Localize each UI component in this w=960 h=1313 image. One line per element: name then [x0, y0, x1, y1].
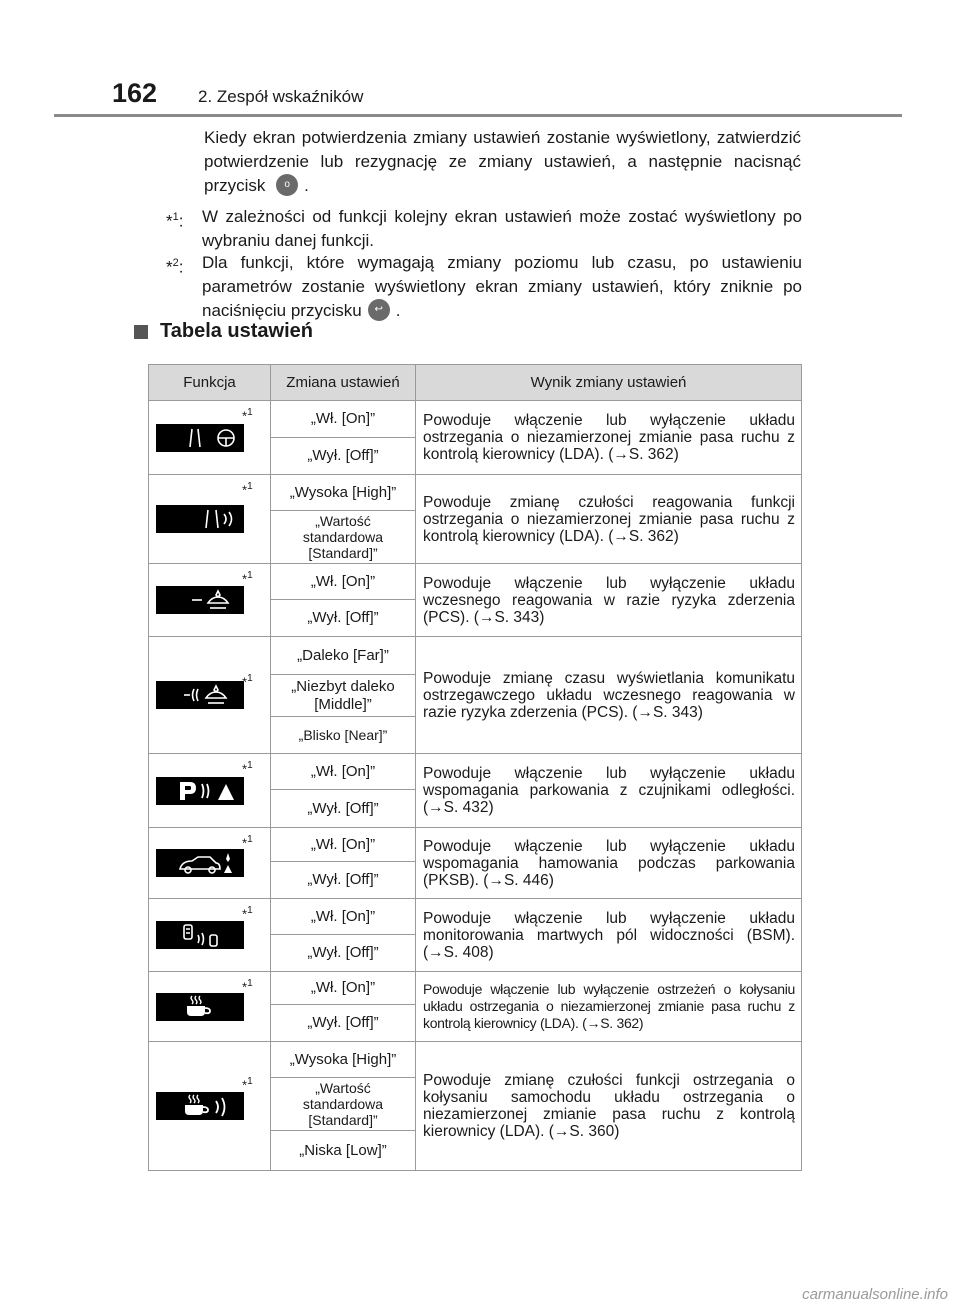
- setting-option: „Wł. [On]”: [271, 899, 416, 935]
- table-row: [149, 1042, 802, 1078]
- back-button-icon: ↩: [368, 299, 390, 321]
- setting-option: „Niezbyt daleko [Middle]”: [271, 675, 416, 717]
- footnote-ref: *$^1$: [242, 834, 253, 851]
- function-cell: [149, 401, 271, 475]
- function-cell: [149, 754, 271, 828]
- header-rule: [54, 114, 902, 117]
- table-row: [149, 564, 802, 600]
- table-row: [149, 828, 802, 862]
- setting-result: Powoduje zmianę czułości funkcji ostrzegania o kołysaniu samochodu układu ostrzegania o niezamierzonej zmianie pasa ruchu z kontrolą kierownicy (LDA). (→S. 360): [416, 1042, 802, 1171]
- blind-spot-monitor-icon: [156, 921, 244, 949]
- settings-table: [148, 364, 802, 1171]
- setting-option: „Wył. [Off]”: [271, 438, 416, 475]
- table-row: [149, 899, 802, 935]
- watermark: carmanualsonline.info: [802, 1286, 948, 1303]
- table-row: [149, 401, 802, 438]
- setting-option: „Niska [Low]”: [271, 1131, 416, 1171]
- ok-button-icon: o: [276, 174, 298, 196]
- section-heading: 2. Zespół wskaźników: [198, 87, 364, 106]
- footnote-text: W zależności od funkcji kolejny ekran ustawień może zostać wyświetlony po wybraniu danej funkcji.: [202, 207, 802, 250]
- header-result: Wynik zmiany ustawień: [416, 365, 802, 401]
- setting-option: „Wysoka [High]”: [271, 1042, 416, 1078]
- setting-result: Powoduje włączenie lub wyłączenie układu wspomagania hamowania podczas parkowania (PKSB). (→S. 446): [416, 828, 802, 899]
- setting-option: „Wł. [On]”: [271, 754, 416, 790]
- function-cell: [149, 637, 271, 754]
- footnote-ref: *$^1$: [242, 1076, 253, 1093]
- footnote-marker: *$^1$:: [166, 211, 184, 231]
- setting-result: Powoduje włączenie lub wyłączenie układu wspomagania parkowania z czujnikami odległości. (→S. 432): [416, 754, 802, 828]
- page-header: [112, 78, 363, 109]
- function-cell: [149, 1042, 271, 1171]
- setting-option: „Wł. [On]”: [271, 564, 416, 600]
- footnote-ref: *$^1$: [242, 570, 253, 587]
- footnote-ref: *$^1$: [242, 905, 253, 922]
- intro-paragraph: Kiedy ekran potwierdzenia zmiany ustawień zostanie wyświetlony, zatwierdzić potwierdzenie lub rezygnację ze zmiany ustawień, a następnie nacisnąć przycisk o .: [204, 128, 801, 195]
- table-row: [149, 972, 802, 1005]
- setting-result: Powoduje włączenie lub wyłączenie układu monitorowania martwych pól widoczności (BSM). (→S. 408): [416, 899, 802, 972]
- setting-option: „Wył. [Off]”: [271, 790, 416, 828]
- table-row: [149, 475, 802, 511]
- setting-option: „Wył. [Off]”: [271, 935, 416, 972]
- footnote-marker: *$^2$:: [166, 257, 184, 277]
- setting-option: „Wartość standardowa [Standard]”: [271, 1078, 416, 1131]
- square-bullet-icon: [134, 325, 148, 339]
- footnote-ref: *$^1$: [242, 481, 253, 498]
- function-cell: [149, 564, 271, 637]
- function-cell: [149, 828, 271, 899]
- setting-result: Powoduje zmianę czasu wyświetlania komunikatu ostrzegawczego układu wczesnego reagowania w razie ryzyka zderzenia (PCS). (→S. 343): [416, 637, 802, 754]
- setting-option: „Wył. [Off]”: [271, 1005, 416, 1042]
- page-number: 162: [112, 78, 158, 108]
- setting-option: „Wył. [Off]”: [271, 862, 416, 899]
- setting-option: „Blisko [Near]”: [271, 717, 416, 754]
- setting-option: „Wysoka [High]”: [271, 475, 416, 511]
- footnote-ref: *$^1$: [242, 407, 253, 424]
- table-row: [149, 637, 802, 675]
- footnote-ref: *$^1$: [242, 760, 253, 777]
- function-cell: [149, 475, 271, 564]
- setting-option: „Wł. [On]”: [271, 828, 416, 862]
- header-function: Funkcja: [149, 365, 271, 401]
- parking-sensor-icon: [156, 777, 244, 805]
- parking-brake-support-icon: [156, 849, 244, 877]
- setting-option: „Wł. [On]”: [271, 972, 416, 1005]
- pre-collision-icon: [156, 586, 244, 614]
- footnote-ref: *$^1$: [242, 978, 253, 995]
- function-cell: [149, 899, 271, 972]
- footnote-1: [166, 205, 802, 253]
- footnote-ref: *$^1$: [242, 673, 253, 690]
- lane-departure-steering-icon: [156, 424, 244, 452]
- header-setting: Zmiana ustawień: [271, 365, 416, 401]
- setting-result: Powoduje włączenie lub wyłączenie ostrzeżeń o kołysaniu układu ostrzegania o niezamierzonej zmianie pasa ruchu z kontrolą kierownicy (LDA). (→S. 362): [416, 972, 802, 1042]
- sway-warning-sensitivity-icon: [156, 1092, 244, 1120]
- footnote-2: [166, 251, 802, 323]
- lane-departure-sensitivity-icon: [156, 505, 244, 533]
- setting-result: Powoduje zmianę czułości reagowania funkcji ostrzegania o niezamierzonej zmianie pasa ruchu z kontrolą kierownicy (LDA). (→S. 362): [416, 475, 802, 564]
- setting-option: „Wył. [Off]”: [271, 600, 416, 637]
- setting-option: „Wł. [On]”: [271, 401, 416, 438]
- table-header-row: [149, 365, 802, 401]
- table-section-title: Tabela ustawień: [134, 320, 313, 343]
- setting-result: Powoduje włączenie lub wyłączenie układu ostrzegania o niezamierzonej zmianie pasa ruchu z kontrolą kierownicy (LDA). (→S. 362): [416, 401, 802, 475]
- function-cell: [149, 972, 271, 1042]
- setting-result: Powoduje włączenie lub wyłączenie układu wczesnego reagowania w razie ryzyka zderzenia (PCS). (→S. 343): [416, 564, 802, 637]
- setting-option: „Wartość standardowa [Standard]”: [271, 511, 416, 564]
- sway-warning-cup-icon: [156, 993, 244, 1021]
- pre-collision-timing-icon: [156, 681, 244, 709]
- setting-option: „Daleko [Far]”: [271, 637, 416, 675]
- table-row: [149, 754, 802, 790]
- footnote-text: Dla funkcji, które wymagają zmiany poziomu lub czasu, po ustawieniu parametrów zostanie wyświetlony ekran zmiany ustawień, który zniknie po naciśnięciu przycisku ↩ .: [202, 253, 802, 320]
